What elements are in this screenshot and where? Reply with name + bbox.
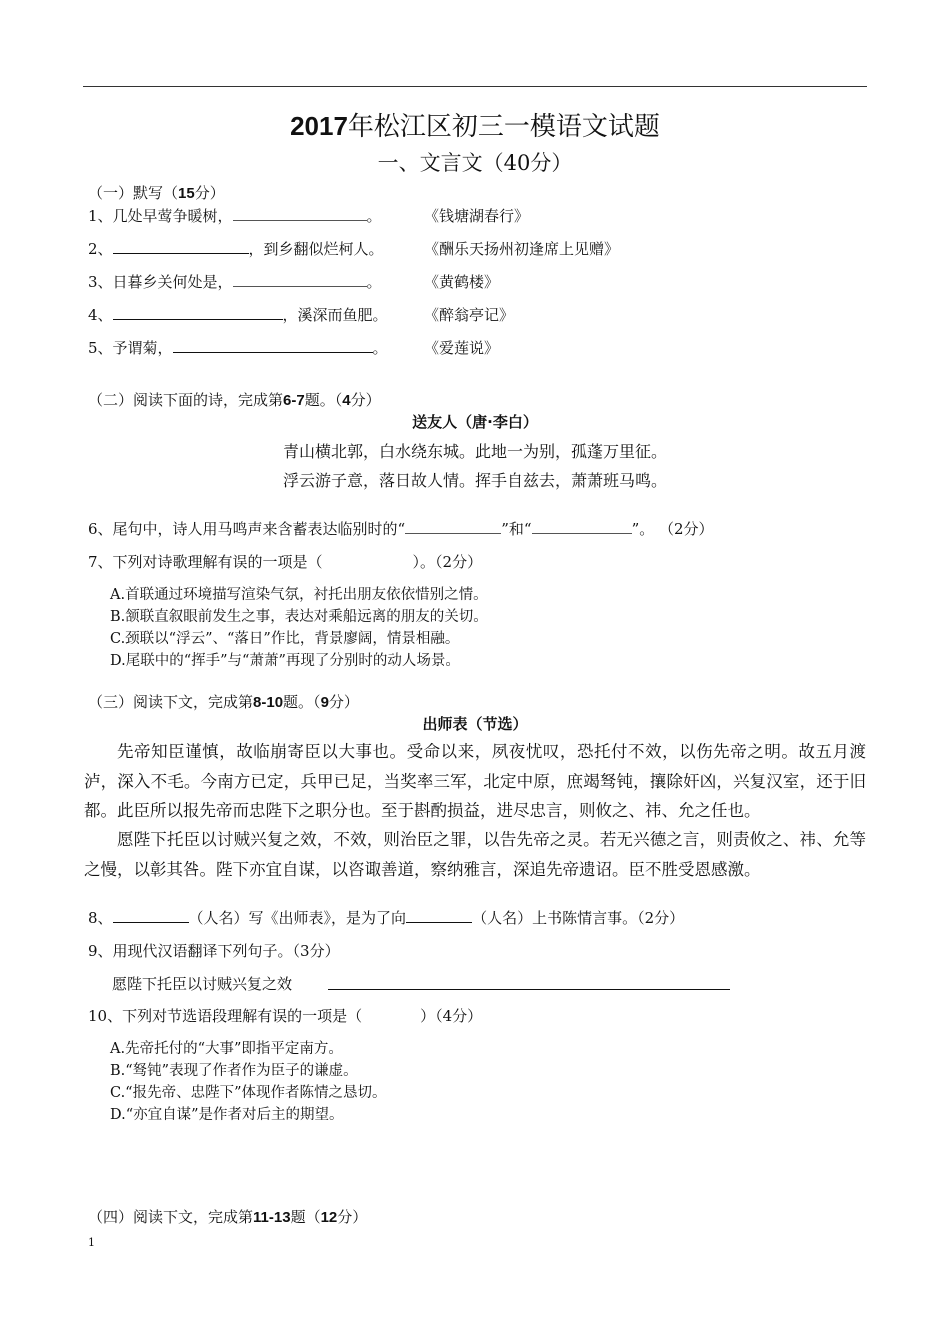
- q10-text: 10、下列对节选语段理解有误的一项是（: [88, 1007, 363, 1025]
- poem-title: 送友人（唐·李白）: [412, 413, 538, 431]
- q5-text: 5、予谓菊，: [88, 339, 173, 357]
- section-heading: 一、文言文（40分）: [377, 151, 573, 175]
- q6-blank-1[interactable]: [405, 533, 501, 534]
- prose-paragraph-2: 愿陛下托臣以讨贼兴复之效，不效，则治臣之罪，以告先帝之灵。若无兴德之言，则责攸之、祎、允等之慢，以彰其咎。陛下亦宜自谋，以咨诹善道，察纳雅言，深追先帝遗诏。臣不胜受恩感激。: [84, 830, 866, 879]
- q3-answer-blank[interactable]: [233, 286, 367, 287]
- part4-heading-post: 分）: [337, 1208, 368, 1226]
- q1: [88, 205, 382, 226]
- part3-heading: [88, 691, 359, 712]
- q4-answer-blank[interactable]: [113, 319, 283, 320]
- q8: [88, 907, 684, 928]
- part2-heading-post: 分）: [350, 391, 381, 409]
- part4-heading-mid: 题（: [290, 1208, 321, 1226]
- part1-heading-pre: （一）默写（: [88, 184, 179, 202]
- q8-end: （人名）上书陈情言事。（2分）: [472, 909, 685, 927]
- q3-end: 。: [366, 273, 382, 291]
- q10-option-b: B.“驽钝”表现了作者作为臣子的谦虚。: [110, 1063, 358, 1079]
- q8-blank-1[interactable]: [113, 922, 189, 923]
- q1-answer-blank[interactable]: [233, 220, 367, 221]
- q6-text: 6、尾句中，诗人用马鸣声来含蓄表达临别时的“: [88, 520, 406, 538]
- q10-option-d: D.“亦宜自谋”是作者对后主的期望。: [110, 1107, 344, 1123]
- q2-source: 《酬乐天扬州初逢席上见赠》: [424, 240, 620, 258]
- q1-text: 1、几处早莺争暖树，: [88, 207, 233, 225]
- part2-heading-mid: 题。（: [304, 391, 343, 409]
- part1-heading-points: 15: [178, 185, 195, 202]
- page-number: 1: [88, 1236, 95, 1249]
- q10: [88, 1005, 482, 1026]
- q7-option-d: D.尾联中的“挥手”与“萧萧”再现了分别时的动人场景。: [110, 653, 460, 669]
- q6-mid: ”和“: [501, 520, 532, 538]
- part3-heading-range: 8-10: [253, 694, 284, 711]
- part4-heading-range: 11-13: [253, 1209, 291, 1226]
- text-title: 出师表（节选）: [422, 715, 528, 733]
- q7-option-c: C.颈联以“浮云”、“落日”作比，背景廖阔，情景相融。: [110, 631, 460, 647]
- q6-blank-2[interactable]: [532, 533, 632, 534]
- q2: [88, 238, 384, 259]
- part2-heading-points: 4: [342, 392, 351, 409]
- part1-heading-post: 分）: [194, 184, 225, 202]
- q2-prefix: 2、: [88, 240, 113, 258]
- part2-heading-range: 6-7: [283, 392, 305, 409]
- q6-end: ”。 （2分）: [631, 520, 714, 538]
- q8-text: （人名）写《出师表》，是为了向: [188, 909, 407, 927]
- q7: [88, 551, 482, 572]
- q3-text: 3、日暮乡关何处是，: [88, 273, 233, 291]
- q5-answer-blank[interactable]: [173, 352, 373, 353]
- q8-blank-2[interactable]: [406, 922, 472, 923]
- q2-text: ，到乡翻似烂柯人。: [248, 240, 384, 258]
- q7-option-b: B.颔联直叙眼前发生之事，表达对乘船远离的朋友的关切。: [110, 609, 488, 625]
- poem-line-2: 浮云游子意，落日故人情。挥手自兹去，萧萧班马鸣。: [282, 471, 667, 490]
- part3-heading-mid: 题。（: [283, 693, 321, 711]
- q1-end: 。: [366, 207, 382, 225]
- title-year: 2017: [290, 111, 348, 141]
- page-title: [0, 106, 950, 143]
- q10-option-c: C.“报先帝、忠陛下”体现作者陈情之恳切。: [110, 1085, 387, 1101]
- header-rule: [83, 86, 867, 87]
- q9: 9、用现代汉语翻译下列句子。（3分）: [88, 942, 340, 960]
- q7-end: ）。（2分）: [412, 553, 483, 571]
- q3: [88, 271, 382, 292]
- part1-heading: [88, 182, 225, 203]
- part4-heading-points: 12: [320, 1209, 338, 1226]
- q5: [88, 337, 388, 358]
- prose-paragraph-1: 先帝知臣谨慎，故临崩寄臣以大事也。受命以来，夙夜忧叹，恐托付不效，以伤先帝之明。故五月渡泸，深入不毛。今南方已定，兵甲已足，当奖率三军，北定中原，庶竭驽钝，攘除奸凶，兴复汉室，还于旧都。此臣所以报先帝而忠陛下之职分也。至于斟酌损益，进尽忠言，则攸之、祎、允之任也。: [84, 742, 866, 820]
- q7-option-a: A.首联通过环境描写渲染气氛，衬托出朋友依依惜别之情。: [110, 587, 488, 603]
- q2-answer-blank[interactable]: [113, 253, 249, 254]
- q5-end: 。: [372, 339, 388, 357]
- part2-heading-pre: （二）阅读下面的诗，完成第: [88, 391, 284, 409]
- part3-heading-points: 9: [320, 694, 329, 711]
- q9-sentence: 愿陛下托臣以讨贼兴复之效: [112, 975, 293, 993]
- part3-heading-pre: （三）阅读下文，完成第: [88, 693, 254, 711]
- part2-heading: [88, 389, 381, 410]
- q4-prefix: 4、: [88, 306, 113, 324]
- q10-option-a: A.先帝托付的“大事”即指平定南方。: [110, 1041, 343, 1057]
- q4: [88, 304, 388, 325]
- poem-line-1: 青山横北郭，白水绕东城。此地一为别，孤蓬万里征。: [282, 442, 667, 461]
- q3-source: 《黄鹤楼》: [424, 273, 500, 291]
- q9-answer-line[interactable]: [328, 989, 730, 990]
- q6: [88, 518, 714, 539]
- q7-text: 7、下列对诗歌理解有误的一项是（: [88, 553, 323, 571]
- q10-end: ）（4分）: [420, 1007, 483, 1025]
- part3-heading-post: 分）: [328, 693, 359, 711]
- part4-heading-pre: （四）阅读下文，完成第: [88, 1208, 254, 1226]
- q8-prefix: 8、: [88, 909, 113, 927]
- part4-heading: [88, 1206, 367, 1227]
- title-text: 年松江区初三一模语文试题: [347, 112, 660, 142]
- q4-source: 《醉翁亭记》: [424, 306, 515, 324]
- q5-source: 《爱莲说》: [424, 339, 500, 357]
- q1-source: 《钱塘湖春行》: [424, 207, 530, 225]
- q4-text: ，溪深而鱼肥。: [282, 306, 388, 324]
